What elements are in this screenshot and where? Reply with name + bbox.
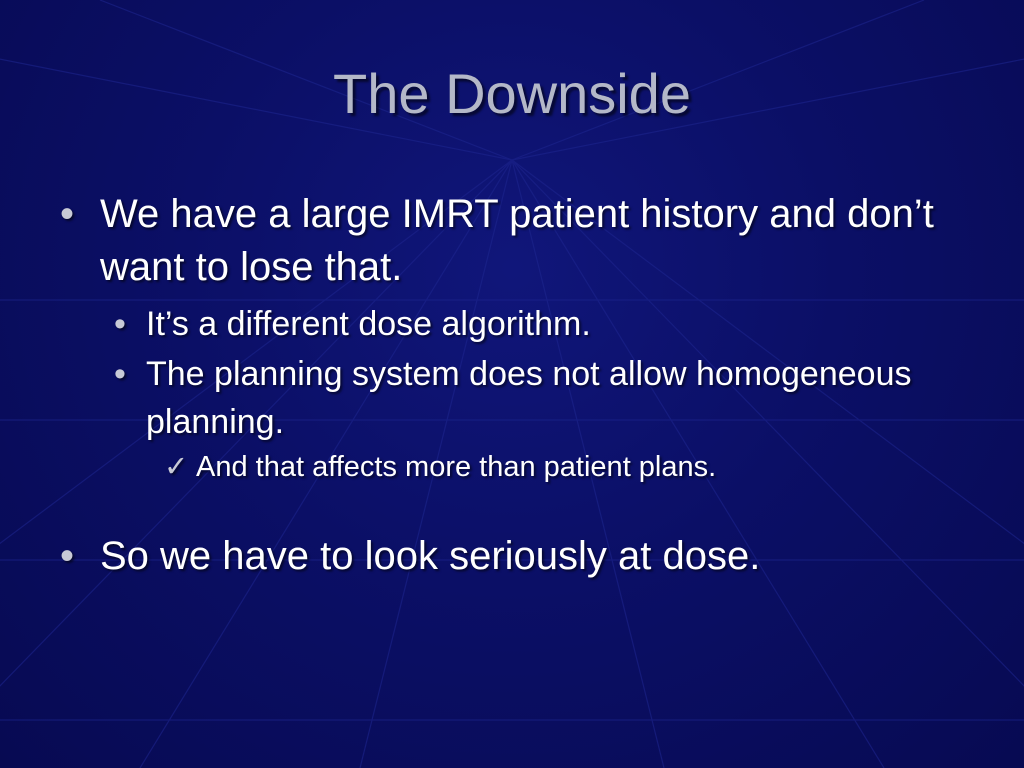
- bullet-text: So we have to look seriously at dose.: [100, 534, 761, 578]
- bullet-text: The planning system does not allow homogeneous planning.: [146, 355, 912, 441]
- bullet-dot-icon: •: [114, 355, 126, 393]
- checkmark-icon: ✓: [164, 451, 189, 483]
- bullet-text: We have a large IMRT patient history and don’t want to lose that.: [100, 192, 934, 289]
- bullet-dot-icon: •: [60, 192, 75, 236]
- bullet-level2-item: [106, 300, 960, 348]
- bullet-level3-item: [164, 448, 960, 486]
- slide-title: The Downside: [333, 62, 691, 125]
- bullet-dot-icon: •: [114, 305, 126, 343]
- bullet-text: It’s a different dose algorithm.: [146, 305, 591, 343]
- bullet-text: And that affects more than patient plans.: [196, 451, 717, 483]
- bullet-level2-item: [106, 350, 960, 446]
- bullet-level1-item: [60, 530, 960, 583]
- bullet-dot-icon: •: [60, 534, 75, 578]
- bullet-level1-item: [60, 188, 960, 294]
- slide-body: [60, 188, 960, 583]
